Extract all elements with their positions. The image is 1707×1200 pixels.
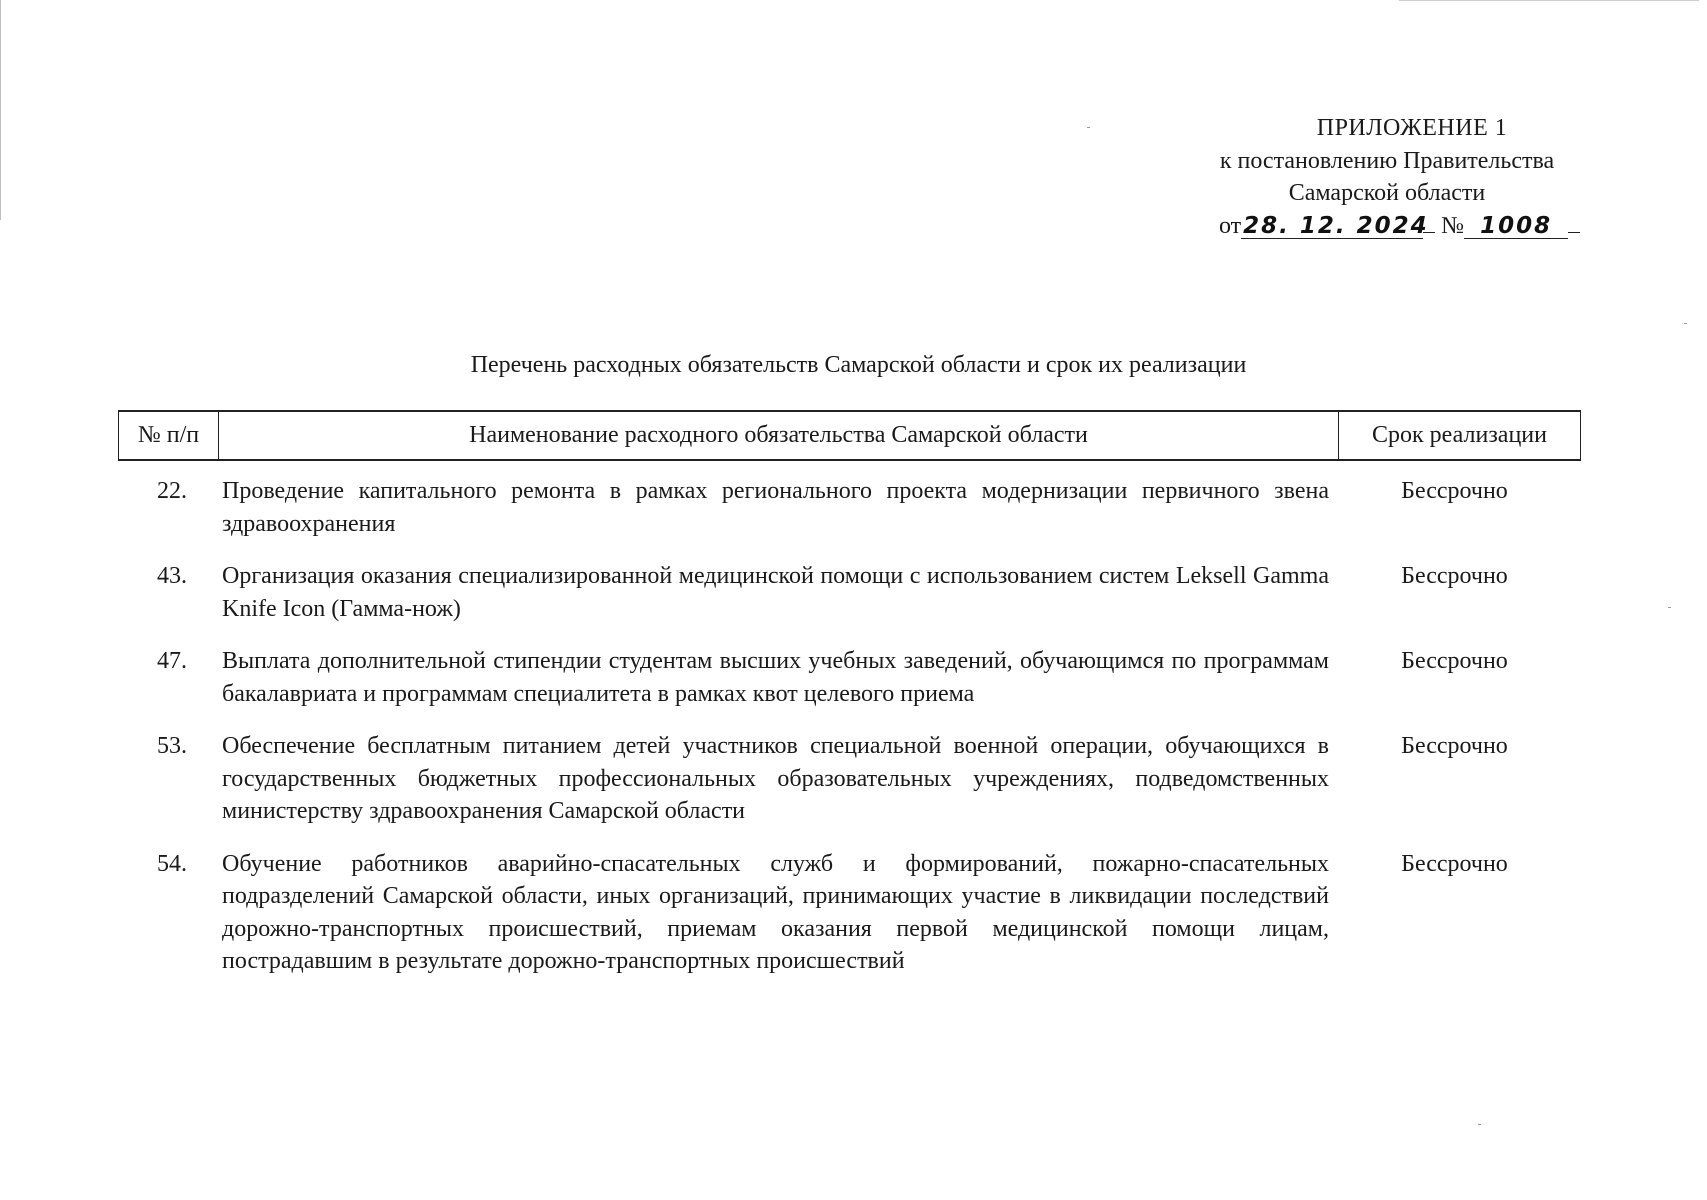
row-name: Обеспечение бесплатным питанием детей участников специальной военной операции, обучающихся в государственных бюджетных профессиональных образовательных учреждениях, подведомственных министерству здравоохранения Самарской области xyxy=(222,733,1329,824)
row-name: Обучение работников аварийно-спасательных служб и формирований, пожарно-спасательных подразделений Самарской области, иных организаций, принимающих участие в ликвидации последствий дорожно-транспортных происшествий, приемам оказания первой медицинской помощи лицам, пострадавшим в результате дорожно-транспортных происшествий xyxy=(222,850,1329,974)
table-row xyxy=(118,560,1581,625)
row-term: Бессрочно xyxy=(1401,850,1508,877)
appendix-date-line xyxy=(1157,210,1577,243)
header-term: Срок реализации xyxy=(1372,422,1547,448)
obligations-table xyxy=(118,410,1581,978)
document-title: Перечень расходных обязательств Самарской области и срок их реализации xyxy=(470,352,1247,378)
underline-tail xyxy=(1568,210,1580,233)
scan-edge xyxy=(1399,0,1699,1)
header-name: Наименование расходного обязательства Самарской области xyxy=(219,412,1339,459)
scan-speck xyxy=(1684,323,1687,324)
appendix-line-2: Самарской области xyxy=(1288,180,1486,206)
appendix-title: ПРИЛОЖЕНИЕ 1 xyxy=(1316,115,1508,141)
row-num: 22. xyxy=(157,478,187,504)
header-num: № п/п xyxy=(119,412,219,459)
row-term: Бессрочно xyxy=(1401,733,1508,759)
table-header xyxy=(118,410,1581,461)
row-num: 53. xyxy=(157,733,187,759)
date-prefix: от xyxy=(1219,212,1242,239)
table-row xyxy=(118,730,1581,828)
handwritten-date: 28. 12. 2024 xyxy=(1243,212,1429,239)
row-num: 54. xyxy=(157,850,187,877)
appendix-block xyxy=(1157,112,1577,242)
scan-speck xyxy=(1668,607,1671,608)
row-name: Проведение капитального ремонта в рамках регионального проекта модернизации первичного звена здравоохранения xyxy=(222,478,1329,537)
scan-edge xyxy=(0,0,1,220)
row-term: Бессрочно xyxy=(1401,478,1508,504)
row-term: Бессрочно xyxy=(1401,563,1508,589)
row-name: Организация оказания специализированной медицинской помощи с использованием систем Leksell Gamma Knife Icon (Гамма-нож) xyxy=(222,563,1329,622)
row-name: Выплата дополнительной стипендии студентам высших учебных заведений, обучающимся по программам бакалавриата и программам специалитета в рамках квот целевого приема xyxy=(222,648,1329,707)
number-sign: № xyxy=(1441,212,1465,239)
row-term: Бессрочно xyxy=(1401,648,1508,674)
table-row xyxy=(118,645,1581,710)
table-row xyxy=(118,848,1581,978)
row-num: 43. xyxy=(157,563,187,589)
table-row xyxy=(118,475,1581,540)
row-num: 47. xyxy=(157,648,187,674)
underline-tail xyxy=(1423,210,1435,233)
scan-speck xyxy=(1087,127,1090,128)
handwritten-number: 1008 xyxy=(1464,214,1568,239)
scan-speck xyxy=(1478,1124,1481,1125)
appendix-line-1: к постановлению Правительства xyxy=(1219,147,1555,174)
